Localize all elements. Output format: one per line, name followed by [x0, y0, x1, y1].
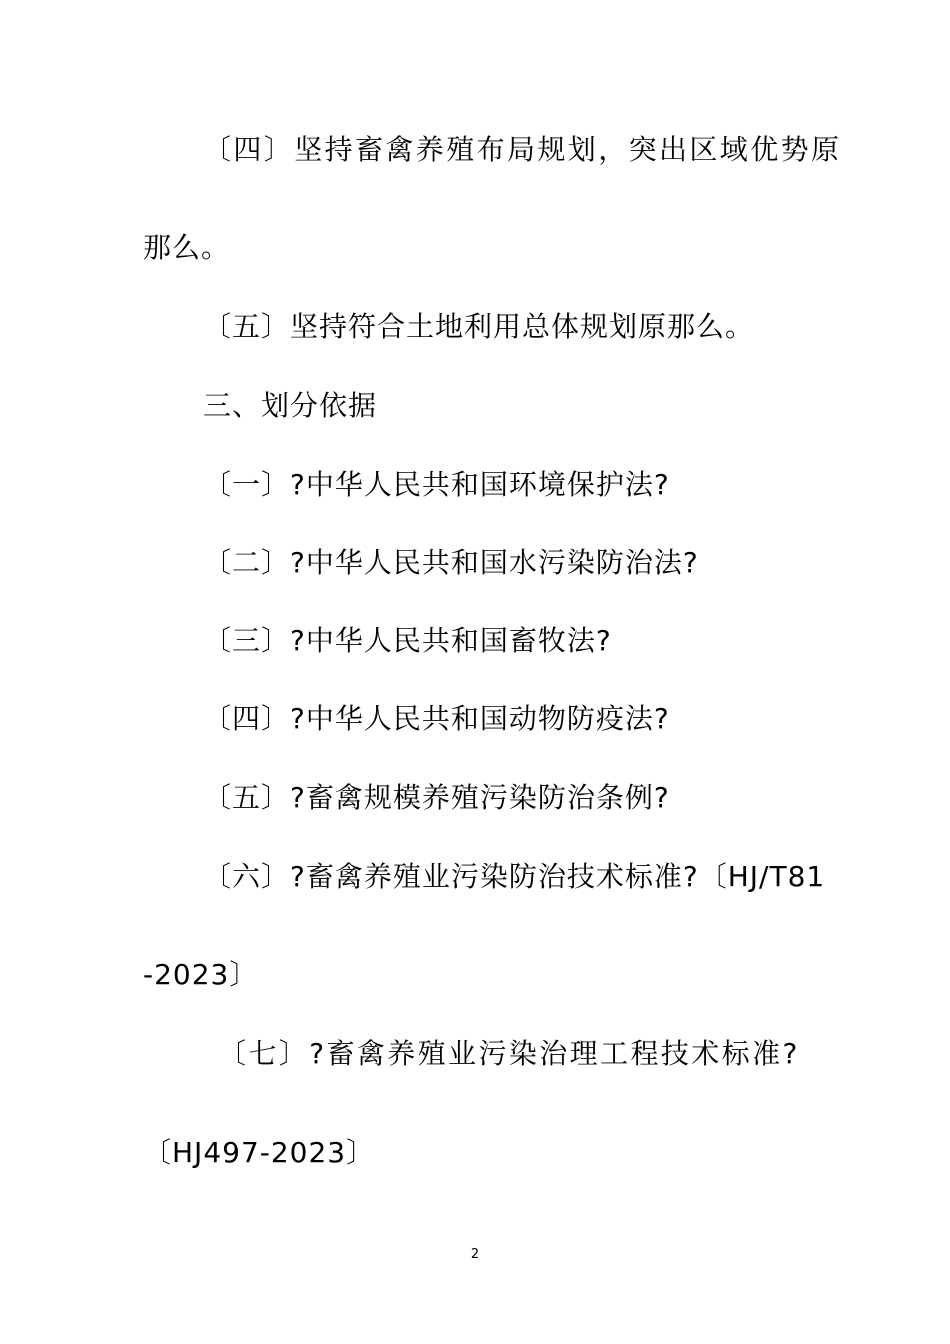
section-heading: 三、划分依据: [203, 389, 378, 422]
paragraph-line-1: 〔四〕坚持畜禽养殖布局规划，突出区域优势原: [203, 133, 842, 166]
list-item-7-continued: 〔HJ497-2023〕: [143, 1136, 376, 1169]
list-item-6: 〔六〕?畜禽养殖业污染防治技术标准?〔HJ/T81: [203, 860, 826, 893]
list-item-1: 〔一〕?中华人民共和国环境保护法?: [203, 468, 670, 501]
page-number: 2: [470, 1247, 480, 1262]
list-item-3: 〔三〕?中华人民共和国畜牧法?: [203, 624, 612, 657]
paragraph-line-2: 那么。: [143, 231, 231, 264]
list-item-2: 〔二〕?中华人民共和国水污染防治法?: [203, 546, 699, 579]
list-item-4: 〔四〕?中华人民共和国动物防疫法?: [203, 702, 670, 735]
list-item-5: 〔五〕?畜禽规模养殖污染防治条例?: [203, 781, 670, 814]
list-item-7: 〔七〕?畜禽养殖业污染治理工程技术标准?: [218, 1037, 800, 1070]
paragraph-line-3: 〔五〕坚持符合土地利用总体规划原那么。: [203, 310, 755, 343]
list-item-6-continued: -2023〕: [143, 958, 259, 991]
